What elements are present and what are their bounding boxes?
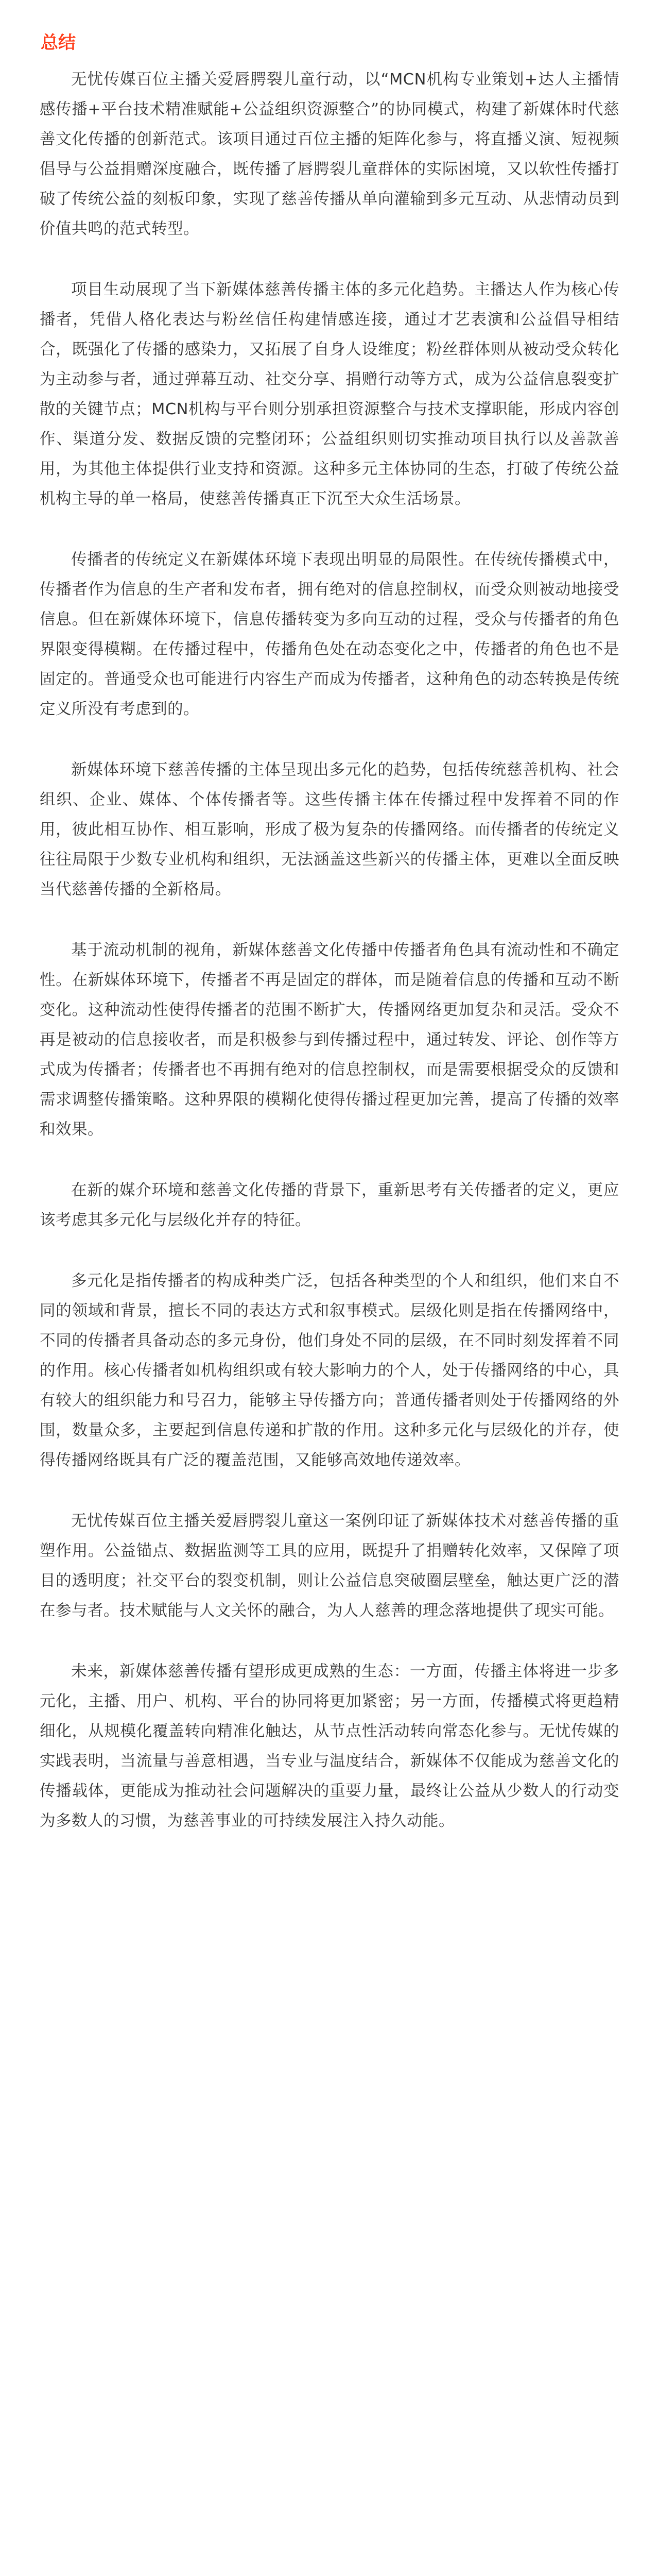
paragraph-spacer	[40, 1235, 619, 1266]
paragraph-7: 多元化是指传播者的构成种类广泛，包括各种类型的个人和组织，他们来自不同的领域和背景，擅长不同的表达方式和叙事模式。层级化则是指在传播网络中，不同的传播者具备动态的多元身份，他们身处不同的层级，在不同时刻发挥着不同的作用。核心传播者如机构组织或有较大影响力的个人，处于传播网络的中心，具有较大的组织能力和号召力，能够主导传播方向；普通传播者则处于传播网络的外围，数量众多，主要起到信息传递和扩散的作用。这种多元化与层级化的并存，使得传播网络既具有广泛的覆盖范围，又能够高效地传递效率。	[40, 1272, 619, 1469]
paragraph-3: 传播者的传统定义在新媒体环境下表现出明显的局限性。在传统传播模式中，传播者作为信息的生产者和发布者，拥有绝对的信息控制权，而受众则被动地接受信息。但在新媒体环境下，信息传播转变为多向互动的过程，受众与传播者的角色界限变得模糊。在传播过程中，传播角色处在动态变化之中，传播者的角色也不是固定的。普通受众也可能进行内容生产而成为传播者，这种角色的动态转换是传统定义所没有考虑到的。	[40, 551, 619, 718]
section-title: 总结	[41, 32, 76, 53]
paragraph-1: 无忧传媒百位主播关爱唇腭裂儿童行动，以“MCN机构专业策划+达人主播情感传播+平台技术精准赋能+公益组织资源整合”的协同模式，构建了新媒体时代慈善文化传播的创新范式。该项目通过百位主播的矩阵化参与，将直播义演、短视频倡导与公益捐赠深度融合，既传播了唇腭裂儿童群体的实际困境，又以软性传播打破了传统公益的刻板印象，实现了慈善传播从单向灌输到多元互动、从悲情动员到价值共鸣的范式转型。	[40, 71, 619, 238]
paragraph-spacer	[40, 905, 619, 936]
paragraph-spacer	[40, 1476, 619, 1506]
paragraph-spacer	[40, 1626, 619, 1657]
paragraph-8: 无忧传媒百位主播关爱唇腭裂儿童这一案例印证了新媒体技术对慈善传播的重塑作用。公益锚点、数据监测等工具的应用，既提升了捐赠转化效率，又保障了项目的透明度；社交平台的裂变机制，则让公益信息突破圈层壁垒，触达更广泛的潜在参与者。技术赋能与人文关怀的融合，为人人慈善的理念落地提供了现实可能。	[40, 1512, 619, 1620]
paragraph-spacer	[40, 724, 619, 755]
paragraph-2: 项目生动展现了当下新媒体慈善传播主体的多元化趋势。主播达人作为核心传播者，凭借人格化表达与粉丝信任构建情感连接，通过才艺表演和公益倡导相结合，既强化了传播的感染力，又拓展了自身人设维度；粉丝群体则从被动受众转化为主动参与者，通过弹幕互动、社交分享、捐赠行动等方式，成为公益信息裂变扩散的关键节点；MCN机构与平台则分别承担资源整合与技术支撑职能，形成内容创作、渠道分发、数据反馈的完整闭环；公益组织则切实推动项目执行以及善款善用，为其他主体提供行业支持和资源。这种多元主体协同的生态，打破了传统公益机构主导的单一格局，使慈善传播真正下沉至大众生活场景。	[40, 281, 619, 508]
paragraph-6: 在新的媒介环境和慈善文化传播的背景下，重新思考有关传播者的定义，更应该考虑其多元化与层级化并存的特征。	[40, 1181, 619, 1229]
paragraph-5: 基于流动机制的视角，新媒体慈善文化传播中传播者角色具有流动性和不确定性。在新媒体环境下，传播者不再是固定的群体，而是随着信息的传播和互动不断变化。这种流动性使得传播者的范围不断扩大，传播网络更加复杂和灵活。受众不再是被动的信息接收者，而是积极参与到传播过程中，通过转发、评论、创作等方式成为传播者；传播者也不再拥有绝对的信息控制权，而是需要根据受众的反馈和需求调整传播策略。这种界限的模糊化使得传播过程更加完善，提高了传播的效率和效果。	[40, 941, 619, 1139]
paragraph-spacer	[40, 1145, 619, 1176]
paragraph-spacer	[40, 244, 619, 275]
paragraph-spacer	[40, 514, 619, 545]
paragraph-9: 未来，新媒体慈善传播有望形成更成熟的生态：一方面，传播主体将进一步多元化，主播、用户、机构、平台的协同将更加紧密；另一方面，传播模式将更趋精细化，从规模化覆盖转向精准化触达，从节点性活动转向常态化参与。无忧传媒的实践表明，当流量与善意相遇，当专业与温度结合，新媒体不仅能成为慈善文化的传播载体，更能成为推动社会问题解决的重要力量，最终让公益从少数人的行动变为多数人的习惯，为慈善事业的可持续发展注入持久动能。	[40, 1663, 619, 1830]
paragraph-4: 新媒体环境下慈善传播的主体呈现出多元化的趋势，包括传统慈善机构、社会组织、企业、媒体、个体传播者等。这些传播主体在传播过程中发挥着不同的作用，彼此相互协作、相互影响，形成了极为复杂的传播网络。而传播者的传统定义往往局限于少数专业机构和组织，无法涵盖这些新兴的传播主体，更难以全面反映当代慈善传播的全新格局。	[40, 761, 619, 899]
